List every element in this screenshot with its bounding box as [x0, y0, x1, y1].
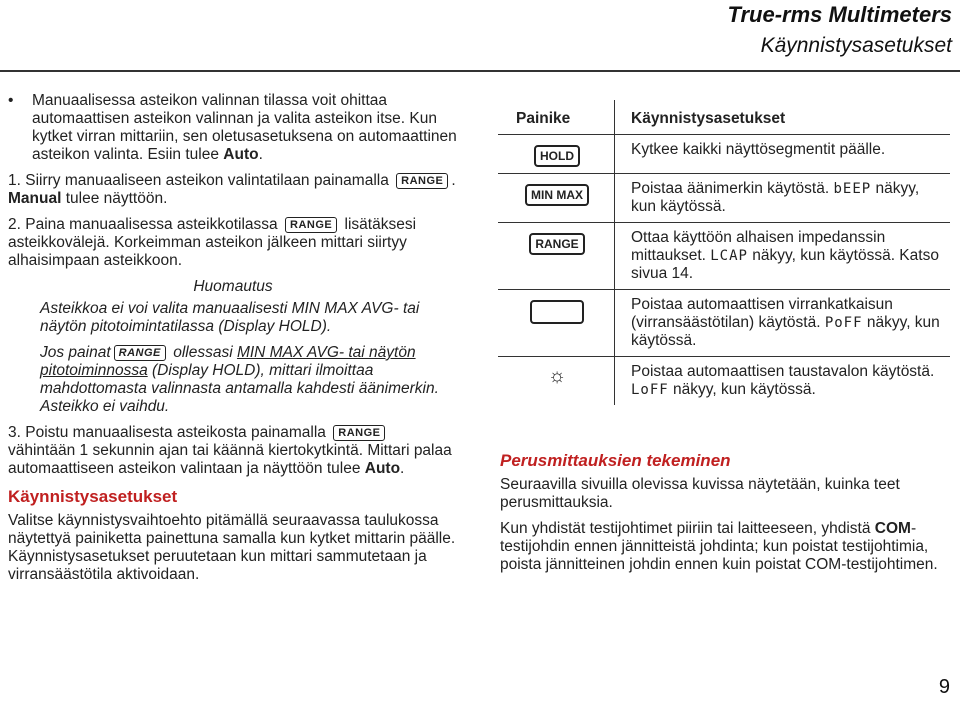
row-desc-end: näkyy, kun käytössä.	[668, 381, 816, 398]
range-key-icon: RANGE	[529, 233, 584, 255]
range-key-icon: RANGE	[396, 173, 448, 189]
step-1-end: tulee näyttöön.	[61, 190, 168, 207]
note-2-end: (Display HOLD), mittari ilmoittaa mahdottomasta valinnasta antamalla kahdesti äänimerkin. Asteikko ei vaihdu.	[40, 362, 439, 415]
table-row	[498, 135, 950, 174]
step-2-end: lisätäksesi asteikkovälejä. Korkeimman asteikon jälkeen mittari siirtyy alhaisimpaan asteikkoon.	[8, 216, 417, 269]
manual-label: Manual	[8, 190, 62, 207]
row-desc: Poistaa äänimerkin käytöstä.	[631, 180, 834, 197]
col-header-button: Painike	[498, 100, 615, 135]
right-text-column	[500, 442, 950, 582]
row-desc-end: näkyy, kun käytössä. Katso sivua 14.	[631, 247, 939, 282]
table-row	[498, 357, 950, 406]
step-3-mid: vähintään 1 sekunnin ajan tai käännä kiertokytkintä. Mittari palaa automaattiseen asteikon valintaan ja näyttöön tulee	[8, 442, 452, 477]
header-title: True-rms Multimeters	[727, 2, 952, 27]
page-number: 9	[938, 676, 950, 698]
basic-2-end: -testijohdin ennen jännitteistä johdinta; kun poistat testijohtimia, poista jännitteinen johdin ennen kuin poistat COM-testijohtimen.	[500, 520, 938, 573]
basic-paragraph-1: Seuraavilla sivuilla olevissa kuvissa näytetään, kuinka teet perusmittauksia.	[500, 476, 900, 511]
bullet-paragraph	[8, 92, 458, 164]
lcd-loff: LoFF	[631, 382, 669, 398]
min-max-key-icon: MIN MAX	[525, 184, 589, 206]
bullet-text: Manuaalisessa asteikon valinnan tilassa voit ohittaa automaattisen asteikon valinnan ja valita asteikon itse. Kun kytket virran mittariin, sen oletusasetuksena on automaattinen asteikon valinta. Esiin tulee	[32, 92, 457, 163]
hold-key-icon: HOLD	[534, 145, 580, 167]
col-header-option: Käynnistysasetukset	[615, 100, 951, 135]
step-3-text: 3. Poistu manuaalisesta asteikosta painamalla	[8, 424, 326, 441]
row-desc: Kytkee kaikki näyttösegmentit päälle.	[631, 141, 886, 158]
note-2-sep: ollessasi	[168, 344, 237, 361]
header-divider	[0, 70, 960, 72]
row-desc: Poistaa automaattisen virrankatkaisun (virransäästötilan) käytöstä.	[631, 296, 893, 331]
blank-key-icon	[530, 300, 584, 324]
note-title: Huomautus	[193, 278, 273, 295]
range-key-icon: RANGE	[285, 217, 337, 233]
bullet-dot: •	[8, 92, 14, 109]
note-paragraph-2	[8, 344, 458, 416]
row-desc: Poistaa automaattisen taustavalon käytöstä.	[631, 363, 935, 380]
note-paragraph-1: Asteikkoa ei voi valita manuaalisesti MIN MAX AVG- tai näytön pitotoimintatilassa (Display HOLD).	[40, 300, 420, 335]
note-2-underlined: MIN MAX AVG- tai näytön pitotoiminnossa	[40, 344, 416, 379]
table-row	[498, 223, 950, 290]
note-2-text: Jos painat	[40, 344, 111, 361]
bullet-text-end: .	[258, 146, 263, 163]
step-3	[8, 424, 458, 478]
table-row	[498, 174, 950, 223]
com-label: COM	[874, 520, 911, 537]
section-heading-basic: Perusmittauksien tekeminen	[500, 451, 731, 470]
lcd-lcap: LCAP	[710, 248, 748, 264]
row-desc-end: näkyy, kun käytössä.	[631, 314, 940, 349]
step-2-text: 2. Paina manuaalisessa asteikkotilassa	[8, 216, 278, 233]
lcd-poff: PoFF	[824, 315, 863, 331]
step-3-end: .	[400, 460, 405, 477]
header-subtitle: Käynnistysasetukset	[760, 34, 952, 57]
backlight-icon: ☼	[547, 365, 567, 387]
basic-2-text: Kun yhdistät testijohtimet piiriin tai laitteeseen, yhdistä	[500, 520, 875, 537]
basic-paragraph-2	[500, 520, 950, 574]
section-heading-startup: Käynnistysasetukset	[8, 487, 178, 506]
startup-options-table	[498, 100, 950, 405]
lcd-beep: bEEP	[833, 181, 872, 197]
step-1	[8, 172, 458, 208]
row-desc: Ottaa käyttöön alhaisen impedanssin mittaukset.	[631, 229, 886, 264]
left-column	[8, 92, 458, 592]
startup-paragraph: Valitse käynnistysvaihtoehto pitämällä seuraavassa taulukossa näytettyä painiketta painettuna samalla kun kytket mittarin päälle. Käynnistysasetukset peruutetaan kun mittari sammutetaan ja virransäästötila aktivoidaan.	[8, 512, 456, 583]
step-2	[8, 216, 458, 270]
auto-label: Auto	[364, 460, 401, 477]
range-key-icon: RANGE	[114, 345, 166, 361]
step-1-text: 1. Siirry manuaaliseen asteikon valintatilaan painamalla	[8, 172, 389, 189]
step-1-sep: .	[451, 172, 456, 189]
row-desc-end: näkyy, kun käytössä.	[631, 180, 920, 215]
range-key-icon: RANGE	[333, 425, 385, 441]
table-row	[498, 290, 950, 357]
auto-label: Auto	[223, 146, 259, 163]
